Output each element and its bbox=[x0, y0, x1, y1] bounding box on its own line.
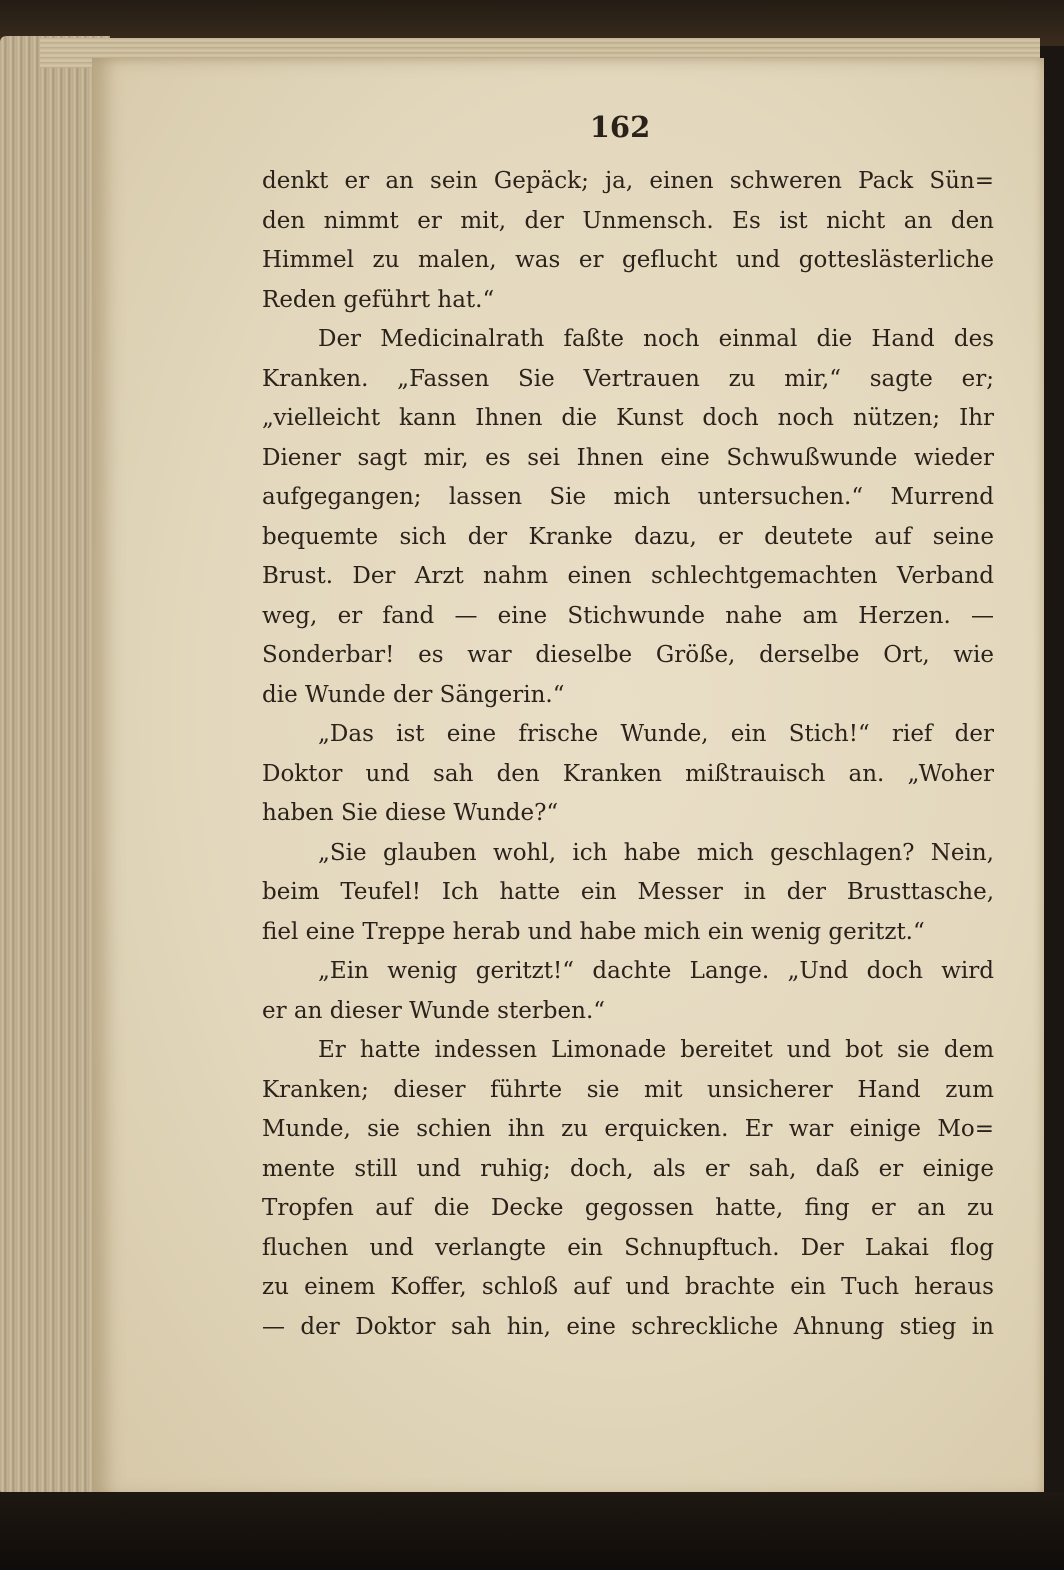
text-line: „Ein wenig geritzt!“ dachte Lange. „Und doch wird bbox=[318, 958, 994, 984]
text-line: Der Medicinalrath faßte noch einmal die Hand des bbox=[318, 326, 994, 352]
text-line: fluchen und verlangte ein Schnupftuch. Der Lakai flog bbox=[262, 1234, 994, 1261]
text-line: Reden geführt hat.“ bbox=[262, 286, 495, 313]
page-text bbox=[262, 162, 994, 1347]
text-line: weg, er fand — eine Stichwunde nahe am Herzen. — bbox=[262, 602, 994, 629]
text-line: zu einem Koffer, schloß auf und brachte ein Tuch heraus bbox=[262, 1274, 994, 1300]
text-line: Sonderbar! es war dieselbe Größe, derselbe Ort, wie bbox=[262, 642, 994, 668]
text-line: Himmel zu malen, was er geflucht und gotteslästerliche bbox=[262, 247, 994, 273]
text-line: „vielleicht kann Ihnen die Kunst doch noch nützen; Ihr bbox=[262, 405, 994, 431]
text-line: er an dieser Wunde sterben.“ bbox=[262, 997, 606, 1024]
text-line: Kranken; dieser führte sie mit unsicherer Hand zum bbox=[262, 1076, 994, 1103]
text-line: Diener sagt mir, es sei Ihnen eine Schwußwunde wieder bbox=[262, 444, 994, 471]
text-line: Brust. Der Arzt nahm einen schlechtgemachten Verband bbox=[262, 563, 994, 589]
text-line: Munde, sie schien ihn zu erquicken. Er war einige Mo= bbox=[262, 1116, 994, 1142]
text-line: bequemte sich der Kranke dazu, er deutete auf seine bbox=[262, 523, 994, 550]
text-line: „Das ist eine frische Wunde, ein Stich!“ rief der bbox=[318, 721, 994, 747]
text-line: Doktor und sah den Kranken mißtrauisch an. „Woher bbox=[262, 760, 994, 787]
text-line: „Sie glauben wohl, ich habe mich geschlagen? Nein, bbox=[318, 839, 994, 866]
text-line: haben Sie diese Wunde?“ bbox=[262, 800, 559, 826]
text-line: mente still und ruhig; doch, als er sah, daß er einige bbox=[262, 1155, 994, 1182]
text-line: beim Teufel! Ich hatte ein Messer in der Brusttasche, bbox=[262, 879, 994, 905]
text-line: denkt er an sein Gepäck; ja, einen schweren Pack Sün= bbox=[262, 168, 994, 194]
text-line: den nimmt er mit, der Unmensch. Es ist nicht an den bbox=[262, 207, 994, 234]
page-number: 162 bbox=[589, 110, 651, 144]
text-line: Er hatte indessen Limonade bereitet und bot sie dem bbox=[318, 1037, 994, 1063]
text-line: die Wunde der Sängerin.“ bbox=[262, 681, 565, 708]
text-line: fiel eine Treppe herab und habe mich ein wenig geritzt.“ bbox=[262, 918, 925, 945]
text-line: Kranken. „Fassen Sie Vertrauen zu mir,“ sagte er; bbox=[262, 365, 994, 392]
text-line: — der Doktor sah hin, eine schreckliche Ahnung stieg in bbox=[262, 1313, 994, 1340]
book-background-bottom bbox=[0, 1492, 1064, 1570]
text-line: Tropfen auf die Decke gegossen hatte, fing er an zu bbox=[262, 1195, 994, 1221]
text-line: aufgegangen; lassen Sie mich untersuchen.“ Murrend bbox=[262, 484, 994, 510]
